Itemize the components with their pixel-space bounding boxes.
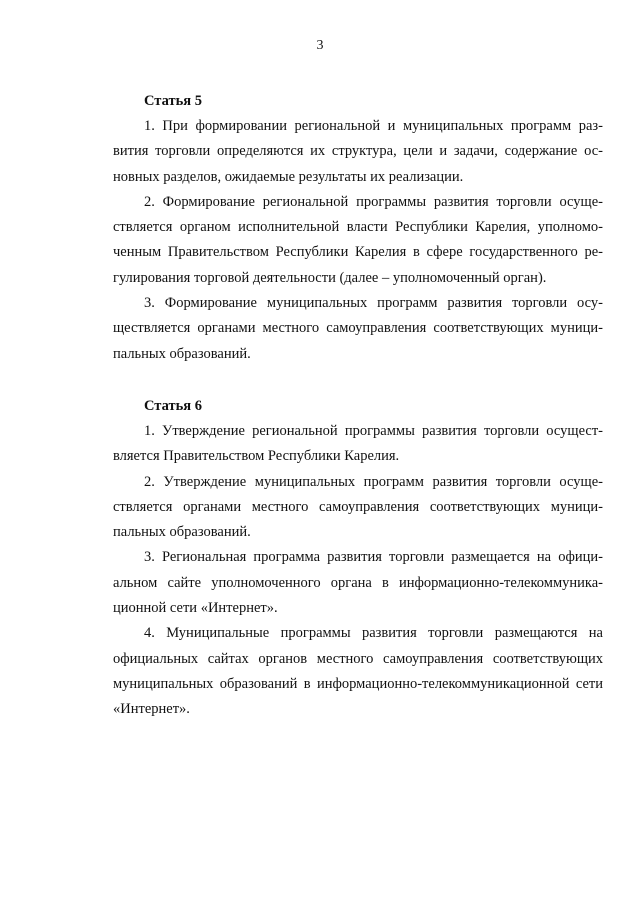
article-title: Статья 5 [144,93,202,109]
article-paragraph: 2. Утверждение муниципальных программ развития торговли осуществляется органами местного самоуправления соответствующих муниципальных образований. [113,473,603,541]
article-paragraph: 2. Формирование региональной программы развития торговли осуществляется органом исполнительной власти Республики Карелия, уполномоченным Правительством Республики Карелия в сфере государственного регулирования торговой деятельности (далее – уполномоченный орган). [113,193,603,286]
article-5 [113,91,603,367]
article-6 [113,396,603,723]
article-paragraph: 1. Утверждение региональной программы развития торговли осуществляется Правительством Республики Карелия. [113,422,603,465]
article-paragraph: 4. Муниципальные программы развития торговли размещаются на официальных сайтах органов местного самоуправления соответствующих муниципальных образований в информационно-телекоммуникационной сети «Интернет». [113,625,603,718]
page-number: 3 [316,38,324,53]
document-body [113,91,603,723]
article-title: Статья 6 [144,397,202,414]
article-paragraph: 3. Региональная программа развития торговли размещается на официальном сайте уполномоченного органа в информационно-телекоммуникационной сети «Интернет». [113,549,603,617]
article-paragraph: 1. При формировании региональной и муниципальных программ развития торговли определяются их структура, цели и задачи, содержание основных разделов, ожидаемые результаты их реализации. [113,118,603,185]
article-paragraph: 3. Формирование муниципальных программ развития торговли осуществляется органами местного самоуправления соответствующих муниципальных образований. [113,295,603,362]
